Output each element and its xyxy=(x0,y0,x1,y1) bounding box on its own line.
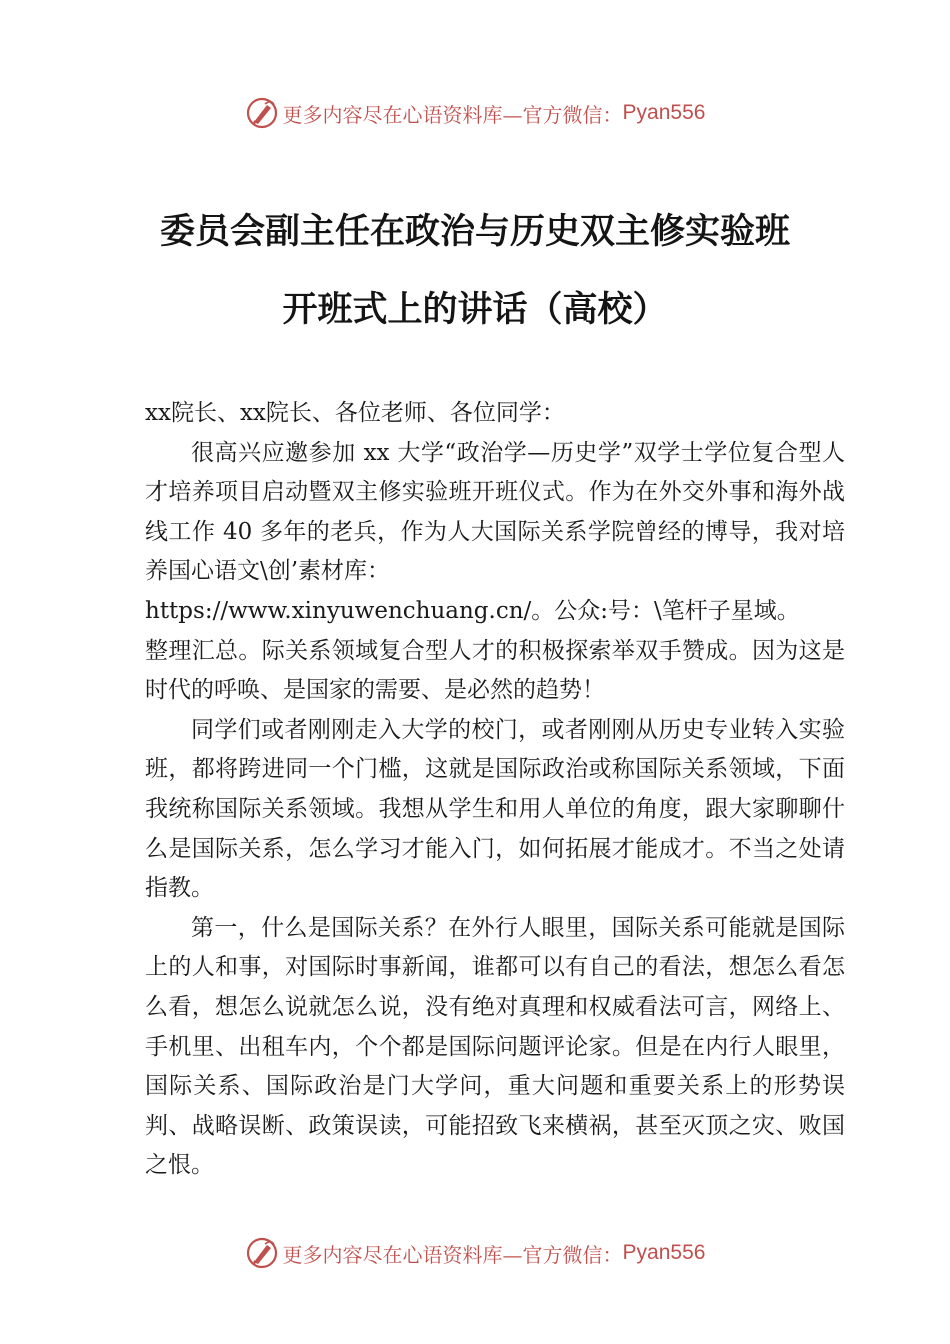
paragraph-1-url-line: https://www.xinyuwenchuang.cn/。公众:号：\笔杆子星域。 xyxy=(145,597,800,624)
footer-watermark xyxy=(0,1233,950,1273)
watermark-text: 更多内容尽在心语资料库—官方微信： xyxy=(282,1242,623,1267)
paragraph-2: 同学们或者刚刚走入大学的校门，或者刚刚从历史专业转入实验班，都将跨进同一个门槛，这就是国际政治或称国际关系领域，下面我统称国际关系领域。我想从学生和用人单位的角度，跟大家聊聊什么是国际关系，怎么学习才能入门，如何拓展才能成才。不当之处请指教。 xyxy=(145,716,845,902)
watermark-text: 更多内容尽在心语资料库—官方微信： xyxy=(282,102,623,127)
paragraph-3: 第一，什么是国际关系？在外行人眼里，国际关系可能就是国际上的人和事，对国际时事新闻，谁都可以有自己的看法，想怎么看怎么看，想怎么说就怎么说，没有绝对真理和权威看法可言，网络上、手机里、出租车内，个个都是国际问题评论家。但是在内行人眼里，国际关系、国际政治是门大学问，重大问题和重要关系上的形势误判、战略误断、政策误读，可能招致飞来横祸，甚至灭顶之灾、败国之恨。 xyxy=(145,914,845,1179)
watermark-account: Pyan556 xyxy=(622,101,706,124)
paragraph-1-part-1: 很高兴应邀参加 xx 大学“政治学—历史学”双学士学位复合型人才培养项目启动暨双主修实验班开班仪式。作为在外交外事和海外战线工作 40 多年的老兵，作为人大国际关系学院曾经的博导，我对培养国心语文\创’素材库： xyxy=(145,439,845,585)
document-title-line-1: 委员会副主任在政治与历史双主修实验班 xyxy=(159,211,790,252)
paragraph-1 xyxy=(145,434,845,711)
salutation: xx院长、xx院长、各位老师、各位同学： xyxy=(145,400,565,426)
header-watermark xyxy=(0,93,950,133)
document-body xyxy=(145,394,845,1186)
quill-pen-logo-icon xyxy=(245,96,279,130)
document-title-line-2: 开班式上的讲话（高校） xyxy=(282,289,668,330)
quill-pen-logo-icon xyxy=(245,1236,279,1270)
paragraph-1-part-2: 整理汇总。际关系领域复合型人才的积极探索举双手赞成。因为这是时代的呼唤、是国家的需要、是必然的趋势！ xyxy=(145,637,845,704)
watermark-account: Pyan556 xyxy=(622,1241,706,1264)
